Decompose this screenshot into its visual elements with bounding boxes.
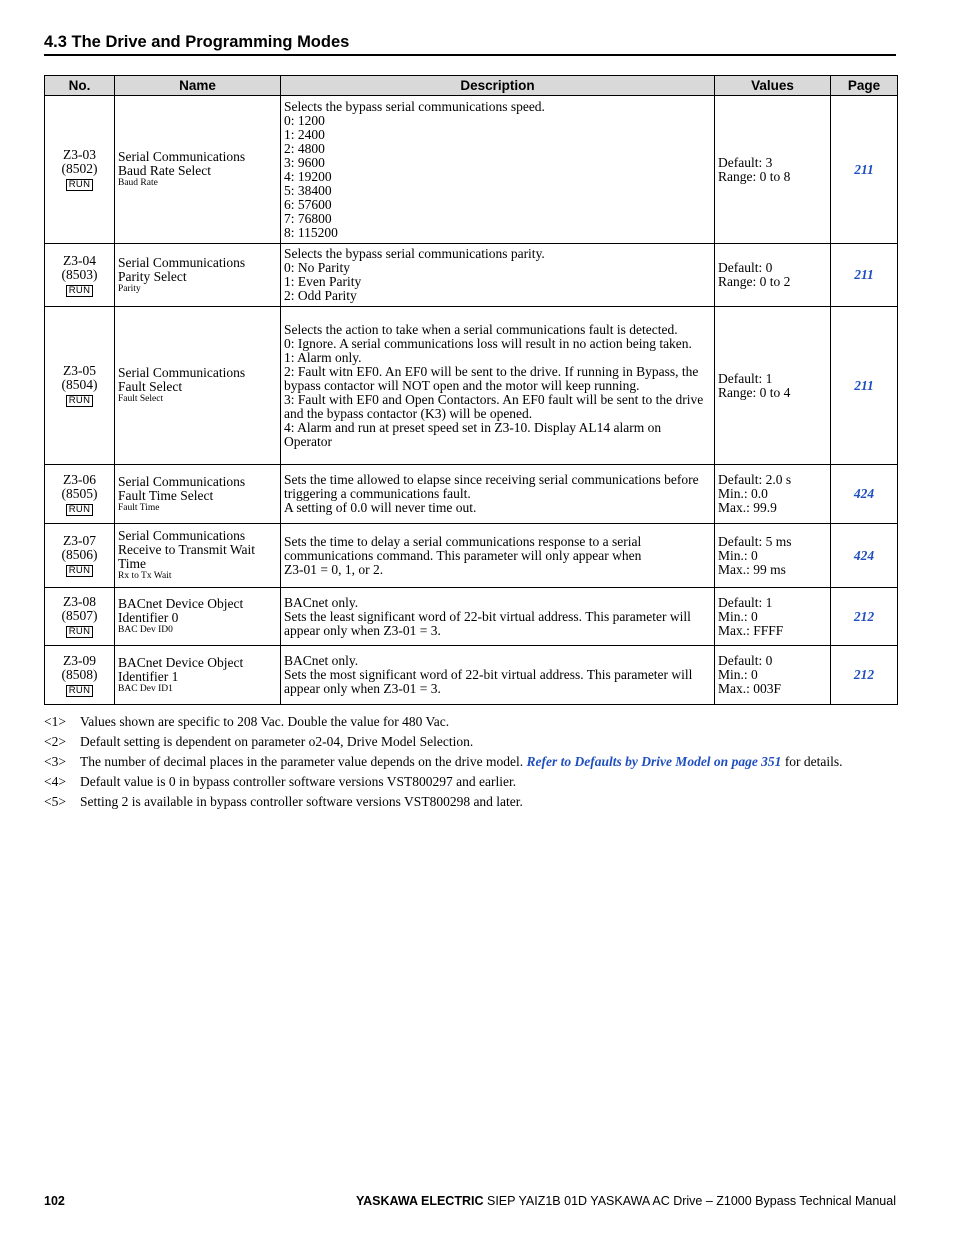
- header-description: Description: [281, 76, 715, 96]
- description-line: Selects the action to take when a serial communications fault is detected.: [284, 321, 678, 337]
- param-description-cell: [281, 588, 715, 646]
- param-name-cell: [115, 96, 281, 244]
- param-number-cell: [45, 307, 115, 465]
- footnote-mark: <1>: [44, 714, 66, 729]
- param-page-cell: [831, 524, 898, 588]
- param-values-cell: [715, 96, 831, 244]
- footnote-text: Setting 2 is available in bypass controller software versions VST800298 and later.: [80, 794, 523, 809]
- value-line: Min.: 0: [718, 608, 758, 624]
- footnote-mark: <4>: [44, 774, 66, 789]
- description-line: 0: No Parity: [284, 260, 350, 275]
- param-number: Z3-07: [63, 533, 96, 548]
- param-name-cell: [115, 646, 281, 705]
- param-display-name: Baud Rate: [118, 178, 158, 188]
- description-line: 8: 115200: [284, 224, 338, 240]
- footnote-mark: <2>: [44, 734, 66, 749]
- param-description-cell: [281, 465, 715, 524]
- value-line: Range: 0 to 8: [718, 168, 791, 184]
- description-line: Z3-01 = 0, 1, or 2.: [284, 561, 384, 577]
- footnote: [44, 792, 904, 812]
- param-name-cell: [115, 244, 281, 307]
- description-line: BACnet only.: [284, 594, 359, 610]
- header-no: No.: [45, 76, 115, 96]
- footnote-text: Default setting is dependent on parameter o2-04, Drive Model Selection.: [80, 734, 474, 749]
- value-line: Max.: 99.9: [718, 500, 777, 515]
- value-line: Default: 0: [718, 260, 773, 275]
- page-link[interactable]: 211: [854, 161, 874, 177]
- value-line: Default: 3: [718, 154, 773, 170]
- param-address: (8507): [61, 608, 98, 623]
- description-line: 5: 38400: [284, 182, 332, 198]
- param-page-cell: [831, 96, 898, 244]
- table-row: [45, 646, 898, 705]
- param-values-cell: [715, 524, 831, 588]
- value-line: Range: 0 to 2: [718, 274, 791, 289]
- description-line: 4: 19200: [284, 168, 332, 184]
- value-line: Default: 0: [718, 653, 773, 668]
- param-name-line: Serial Communications: [118, 528, 246, 543]
- param-description-cell: [281, 96, 715, 244]
- param-address: (8505): [61, 485, 98, 501]
- footnote: [44, 732, 904, 752]
- table-row: [45, 96, 898, 244]
- param-values-cell: [715, 646, 831, 705]
- param-page-cell: [831, 244, 898, 307]
- page-number: 102: [44, 1194, 65, 1208]
- description-line: 3: 9600: [284, 154, 325, 170]
- table-row: [45, 244, 898, 307]
- param-display-name: Fault Select: [118, 394, 164, 404]
- description-line: 6: 57600: [284, 196, 332, 212]
- page-link[interactable]: 424: [853, 486, 875, 501]
- header-values: Values: [715, 76, 831, 96]
- description-line: Sets the time allowed to elapse since receiving serial communications before: [284, 472, 699, 487]
- param-number-cell: [45, 524, 115, 588]
- footnote-text-wrap: [80, 732, 473, 752]
- footnote: [44, 712, 904, 732]
- section-title: 4.3 The Drive and Programming Modes: [44, 33, 350, 51]
- description-line: 2: Fault witn EF0. An EF0 will be sent to the drive. If running in Bypass, the: [284, 363, 699, 379]
- param-name-cell: [115, 524, 281, 588]
- header-name: Name: [115, 76, 281, 96]
- footer-doc-info: [356, 1194, 896, 1208]
- description-line: appear only when Z3-01 = 3.: [284, 622, 441, 638]
- footnote-text-wrap: [80, 792, 523, 812]
- table-body: [45, 96, 898, 705]
- value-line: Min.: 0.0: [718, 486, 768, 501]
- param-number: Z3-04: [63, 252, 96, 268]
- footnotes: [44, 712, 904, 812]
- footnote-text: Default value is 0 in bypass controller software versions VST800297 and earlier.: [80, 774, 517, 789]
- value-line: Default: 5 ms: [718, 533, 792, 549]
- param-number-cell: [45, 646, 115, 705]
- description-line: 2: Odd Parity: [284, 288, 357, 303]
- page-link[interactable]: 211: [854, 377, 874, 393]
- param-description-cell: [281, 244, 715, 307]
- param-name-line: Parity Select: [118, 268, 187, 284]
- page-link[interactable]: 424: [853, 547, 875, 563]
- description-line: appear only when Z3-01 = 3.: [284, 681, 441, 696]
- description-line: 0: 1200: [284, 112, 325, 128]
- description-line: 3: Fault with EF0 and Open Contactors. An EF0 fault will be sent to the drive: [284, 391, 704, 407]
- page-link[interactable]: 212: [853, 608, 875, 624]
- description-line: Selects the bypass serial communications parity.: [284, 246, 545, 261]
- table-row: [45, 465, 898, 524]
- run-badge: RUN: [66, 565, 93, 577]
- run-badge: RUN: [66, 504, 93, 516]
- param-name-line: Fault Time Select: [118, 487, 214, 503]
- param-name-line: Identifier 1: [118, 668, 179, 684]
- footnote-text-after: for details.: [781, 754, 843, 769]
- param-name-line: Receive to Transmit Wait: [118, 542, 256, 557]
- param-name-line: Serial Communications: [118, 254, 246, 270]
- value-line: Default: 1: [718, 370, 773, 386]
- description-line: communications command. This parameter will only appear when: [284, 547, 642, 563]
- description-line: Sets the least significant word of 22-bit virtual address. This parameter will: [284, 608, 691, 624]
- param-address: (8506): [61, 547, 98, 562]
- param-number-cell: [45, 465, 115, 524]
- param-values-cell: [715, 465, 831, 524]
- param-address: (8502): [61, 161, 98, 176]
- description-line: and the bypass contactor (K3) will be opened.: [284, 405, 533, 421]
- param-description-cell: [281, 524, 715, 588]
- param-name-line: BACnet Device Object: [118, 654, 244, 670]
- description-line: 0: Ignore. A serial communications loss will result in no action being taken.: [284, 335, 692, 351]
- param-number: Z3-09: [63, 652, 96, 668]
- run-badge: RUN: [66, 626, 93, 638]
- param-number: Z3-08: [63, 594, 96, 609]
- param-number: Z3-05: [63, 363, 96, 378]
- table-header-row: [45, 76, 898, 96]
- description-line: Sets the most significant word of 22-bit virtual address. This parameter will: [284, 667, 693, 682]
- footer-brand: YASKAWA ELECTRIC: [355, 1194, 484, 1208]
- value-line: Max.: 003F: [718, 681, 782, 696]
- description-line: 1: Alarm only.: [284, 349, 362, 365]
- param-page-cell: [831, 307, 898, 465]
- footnote: [44, 752, 904, 772]
- param-name-line: Serial Communications: [118, 365, 246, 380]
- value-line: Min.: 0: [718, 547, 758, 563]
- param-address: (8504): [61, 377, 98, 392]
- page-link[interactable]: 212: [853, 667, 875, 682]
- footnote: [44, 772, 904, 792]
- description-line: 1: 2400: [284, 126, 325, 142]
- param-name-line: Time: [118, 556, 147, 571]
- table-row: [45, 588, 898, 646]
- table-row: [45, 524, 898, 588]
- value-line: Max.: 99 ms: [718, 561, 786, 577]
- value-line: Range: 0 to 4: [718, 384, 791, 400]
- title-rule: [44, 54, 896, 56]
- footer-doc-title: SIEP YAIZ1B 01D YASKAWA AC Drive – Z1000 Bypass Technical Manual: [483, 1194, 896, 1208]
- param-display-name: BAC Dev ID0: [118, 625, 173, 635]
- param-name-cell: [115, 465, 281, 524]
- footnote-link[interactable]: Refer to Defaults by Drive Model on page 351: [526, 754, 782, 769]
- param-display-name: Fault Time: [118, 502, 160, 513]
- value-line: Max.: FFFF: [718, 622, 784, 638]
- param-display-name: Rx to Tx Wait: [118, 571, 172, 581]
- param-name-cell: [115, 588, 281, 646]
- param-name-line: BACnet Device Object: [118, 596, 244, 611]
- param-name-line: Serial Communications: [118, 473, 246, 489]
- param-name-line: Identifier 0: [118, 610, 179, 625]
- footnote-text-wrap: [80, 752, 843, 772]
- param-display-name: Parity: [118, 283, 141, 294]
- run-badge: RUN: [66, 685, 93, 697]
- param-address: (8508): [61, 666, 98, 682]
- param-values-cell: [715, 244, 831, 307]
- param-name-line: Fault Select: [118, 379, 183, 394]
- description-line: BACnet only.: [284, 653, 359, 668]
- param-number-cell: [45, 96, 115, 244]
- description-line: triggering a communications fault.: [284, 486, 471, 501]
- param-display-name: BAC Dev ID1: [118, 683, 173, 694]
- description-line: bypass contactor will NOT open and the motor will keep running.: [284, 377, 640, 393]
- table-row: [45, 307, 898, 465]
- param-number: Z3-03: [63, 147, 96, 162]
- footnote-mark: <3>: [44, 754, 66, 769]
- run-badge: RUN: [66, 179, 93, 191]
- param-values-cell: [715, 307, 831, 465]
- param-name-line: Baud Rate Select: [118, 163, 211, 178]
- param-description-cell: [281, 307, 715, 465]
- description-line: 4: Alarm and run at preset speed set in Z3-10. Display AL14 alarm on Operator: [284, 419, 662, 449]
- param-page-cell: [831, 588, 898, 646]
- param-number-cell: [45, 588, 115, 646]
- param-page-cell: [831, 465, 898, 524]
- param-description-cell: [281, 646, 715, 705]
- page-link[interactable]: 211: [854, 267, 874, 282]
- description-line: 1: Even Parity: [284, 274, 362, 289]
- footnote-text-wrap: [80, 712, 449, 732]
- value-line: Min.: 0: [718, 667, 758, 682]
- description-line: Sets the time to delay a serial communications response to a serial: [284, 533, 642, 549]
- param-number-cell: [45, 244, 115, 307]
- footnote-mark: <5>: [44, 794, 66, 809]
- param-values-cell: [715, 588, 831, 646]
- description-line: 2: 4800: [284, 140, 325, 156]
- footnote-text-wrap: [80, 772, 516, 792]
- param-number: Z3-06: [63, 471, 96, 487]
- header-page: Page: [831, 76, 898, 96]
- param-name-line: Serial Communications: [118, 149, 246, 164]
- param-address: (8503): [61, 266, 98, 282]
- run-badge: RUN: [66, 395, 93, 407]
- param-name-cell: [115, 307, 281, 465]
- footnote-text: Values shown are specific to 208 Vac. Double the value for 480 Vac.: [80, 714, 450, 729]
- run-badge: RUN: [66, 285, 93, 297]
- footnote-text: The number of decimal places in the parameter value depends on the drive model.: [80, 754, 527, 769]
- description-line: Selects the bypass serial communications speed.: [284, 98, 545, 114]
- description-line: A setting of 0.0 will never time out.: [284, 500, 477, 515]
- value-line: Default: 1: [718, 594, 773, 610]
- parameter-table: [44, 75, 898, 705]
- description-line: 7: 76800: [284, 210, 332, 226]
- value-line: Default: 2.0 s: [718, 472, 792, 487]
- param-page-cell: [831, 646, 898, 705]
